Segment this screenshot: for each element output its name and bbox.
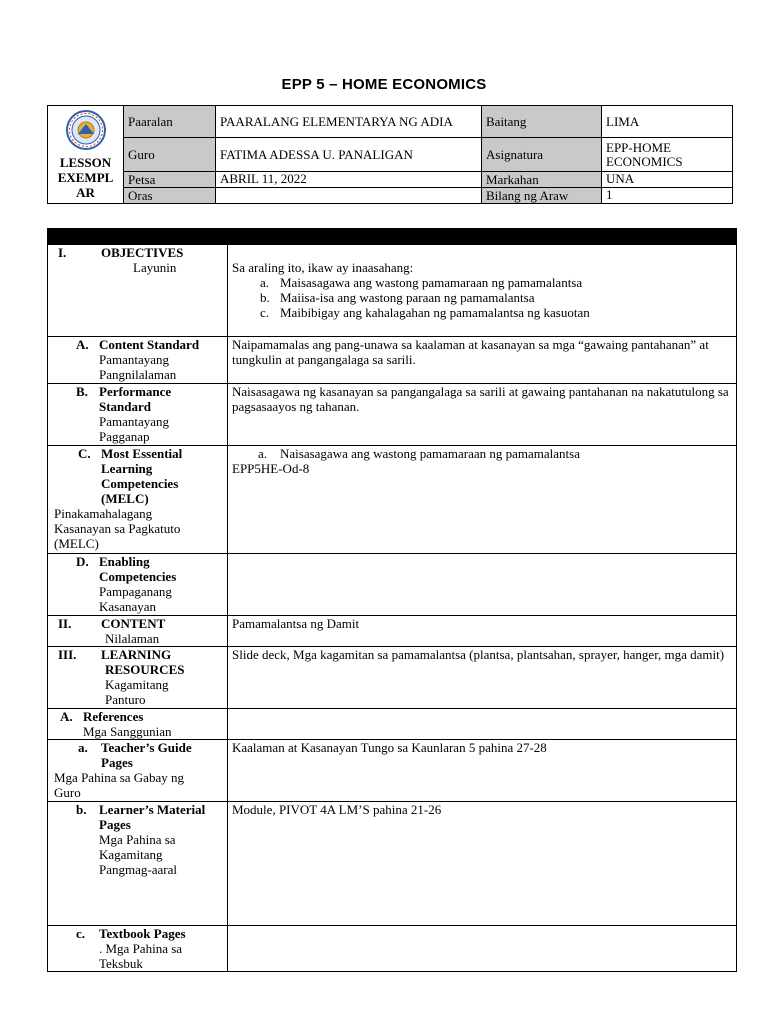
- row-textbook-pages: [48, 926, 737, 972]
- value-bilang-ng-araw: 1: [602, 188, 733, 204]
- logo-cell: [48, 106, 124, 204]
- lesson-plan-table: [47, 228, 737, 972]
- value-guro: FATIMA ADESSA U. PANALIGAN: [216, 138, 482, 172]
- melc-value: a. Naisasagawa ang wastong pamamaraan ng pamamalantsa EPP5HE-Od-8: [228, 446, 737, 554]
- value-asignatura: EPP-HOME ECONOMICS: [602, 138, 733, 172]
- melc-code: EPP5HE-Od-8: [232, 461, 310, 476]
- objectives-list: [232, 275, 732, 320]
- enabling-value: [228, 554, 737, 616]
- objectives-intro: Sa araling ito, ikaw ay inaasahang:: [232, 260, 414, 275]
- value-markahan: UNA: [602, 172, 733, 188]
- header-table: [47, 105, 733, 204]
- table-header-bar: [48, 229, 737, 245]
- label-guro: Guro: [124, 138, 216, 172]
- row-melc: [48, 446, 737, 554]
- label-bilang-ng-araw: Bilang ng Araw: [482, 188, 602, 204]
- teachers-guide-value: Kaalaman at Kasanayan Tungo sa Kaunlaran 5 pahina 27-28: [228, 740, 737, 802]
- value-oras: [216, 188, 482, 204]
- document-title: EPP 5 – HOME ECONOMICS: [281, 76, 487, 93]
- objectives-sub: Layunin: [133, 260, 177, 275]
- list-item: c. Maibibigay ang kahalagahan ng pamamalantsa ng kasuotan: [260, 305, 590, 320]
- row-content: [48, 616, 737, 647]
- value-baitang: LIMA: [602, 106, 733, 138]
- content-value: Pamamalantsa ng Damit: [228, 616, 737, 647]
- learning-resources-label: III. LEARNING RESOURCES Kagamitang Panturo: [48, 647, 228, 709]
- row-learning-resources: [48, 647, 737, 709]
- content-standard-value: Naipamamalas ang pang-unawa sa kaalaman at kasanayan sa mga “gawaing pantahanan” at tungkulin at pangangalaga sa sarili.: [228, 337, 737, 384]
- objectives-value: [228, 245, 737, 337]
- learning-resources-value: Slide deck, Mga kagamitan sa pamamalantsa (plantsa, plantsahan, sprayer, hanger, mga damit): [228, 647, 737, 709]
- row-references: [48, 709, 737, 740]
- label-markahan: Markahan: [482, 172, 602, 188]
- row-teachers-guide: [48, 740, 737, 802]
- row-learners-material: [48, 802, 737, 926]
- content-label: II. CONTENT Nilalaman: [48, 616, 228, 647]
- textbook-pages-value: [228, 926, 737, 972]
- textbook-pages-label: c. Textbook Pages . Mga Pahina sa Teksbuk: [48, 926, 228, 972]
- objectives-title: OBJECTIVES: [101, 245, 184, 260]
- content-standard-label: A. Content Standard Pamantayang Pangnilalaman: [48, 337, 228, 384]
- learners-material-value: Module, PIVOT 4A LM’S pahina 21-26: [228, 802, 737, 926]
- label-oras: Oras: [124, 188, 216, 204]
- performance-standard-value: Naisasagawa ng kasanayan sa pangangalaga sa sarili at gawaing pantahanan na nakatutulong sa pagsasaayos ng tahanan.: [228, 384, 737, 446]
- references-value: [228, 709, 737, 740]
- lesson-exemplar-label: LESSON EXEMPL AR: [57, 154, 114, 200]
- row-objectives: [48, 245, 737, 337]
- row-content-standard: [48, 337, 737, 384]
- label-petsa: Petsa: [124, 172, 216, 188]
- enabling-label: D. Enabling Competencies Pampaganang Kasanayan: [48, 554, 228, 616]
- list-item: b. Maiisa-isa ang wastong paraan ng pamamalantsa: [260, 290, 535, 305]
- melc-label: C. Most Essential Learning Competencies (MELC) Pinakamahalagang Kasanayan sa Pagkatuto (MELC): [48, 446, 228, 554]
- label-baitang: Baitang: [482, 106, 602, 138]
- references-label: A. References Mga Sanggunian: [48, 709, 228, 740]
- value-petsa: ABRIL 11, 2022: [216, 172, 482, 188]
- school-seal-icon: [66, 110, 106, 150]
- label-asignatura: Asignatura: [482, 138, 602, 172]
- row-enabling: [48, 554, 737, 616]
- value-paaralan: PAARALANG ELEMENTARYA NG ADIA: [216, 106, 482, 138]
- list-item: a. Maisasagawa ang wastong pamamaraan ng pamamalantsa: [260, 275, 583, 290]
- objectives-label: [48, 245, 228, 337]
- objectives-num: I.: [58, 245, 67, 260]
- learners-material-label: b. Learner’s Material Pages Mga Pahina sa Kagamitang Pangmag-aaral: [48, 802, 228, 926]
- performance-standard-label: B. Performance Standard Pamantayang Pagganap: [48, 384, 228, 446]
- label-paaralan: Paaralan: [124, 106, 216, 138]
- row-performance-standard: [48, 384, 737, 446]
- teachers-guide-label: a. Teacher’s Guide Pages Mga Pahina sa Gabay ng Guro: [48, 740, 228, 802]
